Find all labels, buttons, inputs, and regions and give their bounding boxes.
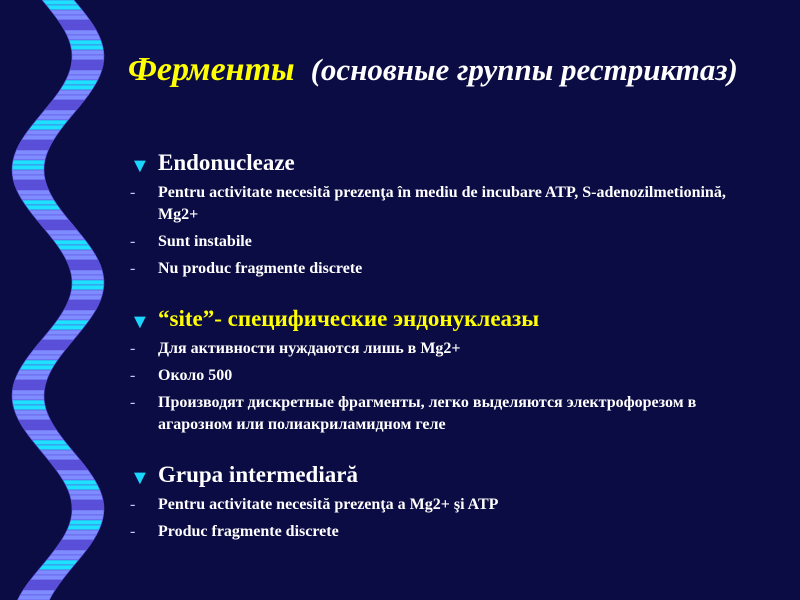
list-item: - Pentru activitate necesită prezenţa a Mg2+ şi ATP xyxy=(130,494,770,516)
ribbon-segment xyxy=(17,190,51,195)
ribbon-segment xyxy=(70,65,103,70)
ribbon-segment xyxy=(22,135,57,140)
ribbon-segment xyxy=(19,365,54,370)
list-item: - Sunt instabile xyxy=(130,231,770,253)
ribbon-segment xyxy=(70,290,103,295)
dash-icon: - xyxy=(130,233,136,250)
ribbon-segment xyxy=(19,140,54,145)
ribbon-segment xyxy=(64,255,99,260)
ribbon-segment xyxy=(60,475,95,480)
ribbon-segment xyxy=(19,195,54,200)
ribbon-segment xyxy=(63,80,98,85)
triangle-bullet-icon: ▼ xyxy=(130,467,150,489)
ribbon-segment xyxy=(71,285,104,290)
ribbon-segment xyxy=(23,585,58,590)
ribbon-segment xyxy=(29,350,65,355)
ribbon-segment xyxy=(45,230,81,235)
list-item: - Производят дискретные фрагменты, легко выделяются электрофорезом в агарозном или полиакриламидном геле xyxy=(130,394,697,433)
ribbon-segment xyxy=(58,540,93,545)
ribbon-segment xyxy=(64,305,99,310)
ribbon-segment xyxy=(33,345,69,350)
ribbon-segment xyxy=(50,325,86,330)
ribbon-segment xyxy=(68,265,102,270)
ribbon-segment xyxy=(46,330,82,335)
ribbon-segment xyxy=(30,575,66,580)
ribbon-segment xyxy=(53,95,89,100)
ribbon-segment xyxy=(37,220,73,225)
ribbon-segment xyxy=(15,375,49,380)
dash-icon: - xyxy=(130,184,136,201)
ribbon-segment xyxy=(32,120,68,125)
ribbon-segment xyxy=(60,85,95,90)
item-list xyxy=(130,182,770,280)
ribbon-segment xyxy=(57,245,92,250)
title-subtitle: (основные группы рестриктаз) xyxy=(310,52,738,87)
ribbon-segment xyxy=(12,390,44,395)
ribbon-segment xyxy=(46,5,82,10)
ribbon-segment xyxy=(52,465,88,470)
content xyxy=(130,148,770,548)
ribbon-segment xyxy=(14,150,48,155)
ribbon-segment xyxy=(72,280,104,285)
ribbon-segment xyxy=(66,75,100,80)
ribbon-segment xyxy=(45,105,81,110)
ribbon-segment xyxy=(55,545,91,550)
ribbon-segment xyxy=(34,570,70,575)
item-list xyxy=(130,494,770,543)
dash-icon: - xyxy=(130,260,136,277)
list-item: - Produc fragmente discrete xyxy=(130,521,770,543)
ribbon-segment xyxy=(63,480,98,485)
ribbon-segment xyxy=(22,360,57,365)
ribbon-segment xyxy=(54,15,90,20)
ribbon-segment xyxy=(56,470,92,475)
ribbon-segment xyxy=(50,10,86,15)
ribbon-segment xyxy=(42,0,78,5)
ribbon-segment xyxy=(32,440,68,445)
ribbon-segment xyxy=(66,485,100,490)
ribbon-segment xyxy=(19,420,54,425)
ribbon-segment xyxy=(12,385,45,390)
section-heading: ▼ Endonucleaze xyxy=(130,148,770,178)
ribbon-segment xyxy=(71,500,104,505)
ribbon-segment xyxy=(61,310,96,315)
ribbon-segment xyxy=(12,170,44,175)
ribbon-segment xyxy=(64,30,99,35)
ribbon-segment xyxy=(36,115,72,120)
ribbon-segment xyxy=(58,20,93,25)
ribbon-segment xyxy=(12,400,45,405)
ribbon-segment xyxy=(49,235,85,240)
slide-title xyxy=(128,46,748,94)
ribbon-segment xyxy=(57,315,92,320)
ribbon-segment xyxy=(15,185,49,190)
ribbon-segment xyxy=(72,50,104,55)
ribbon-segment xyxy=(16,415,50,420)
section-grupa-intermediara xyxy=(130,460,770,543)
item-list xyxy=(130,338,770,436)
ribbon-segment xyxy=(38,565,74,570)
list-item: - Около 500 xyxy=(130,365,770,387)
ribbon-segment xyxy=(69,295,103,300)
dash-icon: - xyxy=(130,496,136,513)
ribbon-segment xyxy=(53,240,89,245)
ribbon-segment xyxy=(16,145,50,150)
ribbon-segment xyxy=(17,370,52,375)
ribbon-segment xyxy=(14,410,48,415)
ribbon-segment xyxy=(69,520,103,525)
ribbon-segment xyxy=(71,60,104,65)
ribbon-segment xyxy=(61,25,96,30)
ribbon-segment xyxy=(42,560,78,565)
ribbon-segment xyxy=(17,595,52,600)
ribbon-segment xyxy=(68,70,102,75)
dash-icon: - xyxy=(130,340,136,357)
ribbon-segment xyxy=(67,525,101,530)
ribbon-segment xyxy=(62,535,97,540)
ribbon-segment xyxy=(70,495,103,500)
ribbon-segment xyxy=(36,445,72,450)
ribbon-segment xyxy=(21,425,56,430)
section-heading: ▼ Grupa intermediară xyxy=(130,460,770,490)
ribbon-segment xyxy=(28,125,64,130)
triangle-bullet-icon: ▼ xyxy=(130,155,150,177)
section-heading: ▼ “site”- специфические эндонуклеазы xyxy=(130,304,770,334)
title-main: Ферменты xyxy=(128,51,295,88)
list-item: - Pentru activitate necesită prezenţa în mediu de incubare ATP, S-adenozilmetionină, Mg2+ xyxy=(130,184,726,223)
ribbon-segment xyxy=(56,90,92,95)
ribbon-segment xyxy=(48,460,84,465)
ribbon-segment xyxy=(72,55,104,60)
section-endonucleaze xyxy=(130,148,770,280)
ribbon-segment xyxy=(25,205,61,210)
ribbon-segment xyxy=(20,590,55,595)
ribbon-segment xyxy=(72,505,104,510)
ribbon-segment xyxy=(72,510,104,515)
ribbon-segment xyxy=(40,450,76,455)
ribbon-segment xyxy=(28,435,64,440)
section-site-specific xyxy=(130,304,770,436)
ribbon-segment xyxy=(29,210,65,215)
triangle-bullet-icon: ▼ xyxy=(130,311,150,333)
ribbon-segment xyxy=(22,200,57,205)
ribbon-segment xyxy=(13,155,46,160)
ribbon-segment xyxy=(37,340,73,345)
dash-icon: - xyxy=(130,367,136,384)
ribbon-segment xyxy=(13,405,46,410)
ribbon-segment xyxy=(27,580,63,585)
ribbon-segment xyxy=(13,180,46,185)
ribbon-segment xyxy=(44,455,80,460)
ribbon-segment xyxy=(67,35,101,40)
ribbon-segment xyxy=(25,130,61,135)
ribbon-segment xyxy=(40,110,76,115)
ribbon-segment xyxy=(33,215,69,220)
ribbon-segment xyxy=(60,250,95,255)
ribbon-segment xyxy=(68,490,102,495)
list-item: - Для активности нуждаются лишь в Mg2+ xyxy=(130,338,770,360)
ribbon-segment xyxy=(12,160,45,165)
ribbon-segment xyxy=(26,355,62,360)
ribbon-segment xyxy=(12,395,44,400)
ribbon-segment xyxy=(25,430,61,435)
ribbon-segment xyxy=(66,300,100,305)
ribbon-segment xyxy=(41,335,77,340)
ribbon-segment xyxy=(47,555,83,560)
ribbon-segment xyxy=(12,175,45,180)
ribbon-segment xyxy=(70,45,103,50)
wavy-ribbon-icon xyxy=(0,0,110,600)
ribbon-segment xyxy=(70,270,103,275)
ribbon-segment xyxy=(69,40,103,45)
list-item: - Nu produc fragmente discrete xyxy=(130,258,770,280)
ribbon-segment xyxy=(71,515,104,520)
ribbon-segment xyxy=(12,165,44,170)
ribbon-segment xyxy=(64,530,99,535)
ribbon-segment xyxy=(71,275,104,280)
ribbon-segment xyxy=(51,550,87,555)
ribbon-segment xyxy=(66,260,100,265)
dash-icon: - xyxy=(130,394,136,411)
dash-icon: - xyxy=(130,523,136,540)
ribbon-segment xyxy=(49,100,85,105)
ribbon-segment xyxy=(41,225,77,230)
ribbon-segment xyxy=(13,380,47,385)
ribbon-segment xyxy=(54,320,90,325)
